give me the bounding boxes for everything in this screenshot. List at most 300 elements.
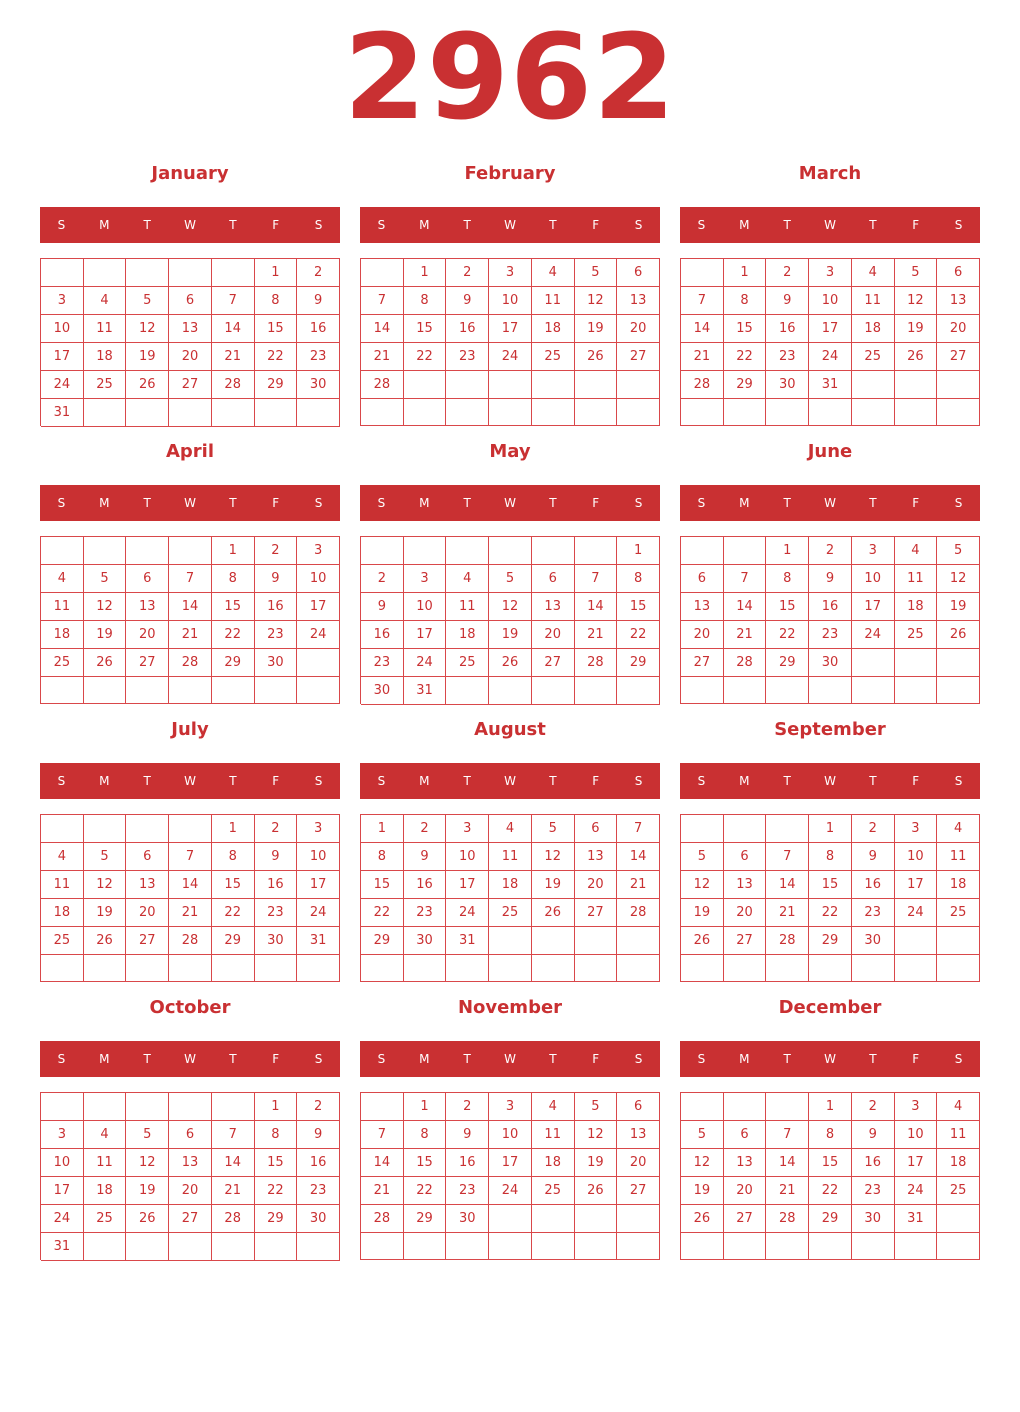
empty-day-cell: [404, 955, 447, 982]
day-cell: 3: [41, 1121, 84, 1149]
weekday-label: S: [634, 774, 643, 788]
weekday-label: W: [184, 496, 196, 510]
empty-day-cell: [489, 677, 532, 705]
empty-day-cell: [212, 955, 255, 982]
empty-day-cell: [297, 399, 340, 427]
empty-day-cell: [84, 677, 127, 704]
day-cell: 27: [724, 1205, 767, 1233]
empty-day-cell: [852, 399, 895, 426]
day-cell: 5: [532, 815, 575, 843]
day-cell: 17: [41, 1177, 84, 1205]
day-cell: 14: [169, 593, 212, 621]
day-cell: 2: [809, 537, 852, 565]
day-cell: 5: [937, 537, 980, 565]
empty-day-cell: [446, 677, 489, 705]
day-cell: 2: [852, 815, 895, 843]
day-cell: 15: [724, 315, 767, 343]
empty-day-cell: [937, 399, 980, 426]
day-grid: [40, 536, 340, 704]
weekday-label: S: [314, 774, 323, 788]
day-cell: 1: [809, 1093, 852, 1121]
empty-day-cell: [255, 399, 298, 427]
day-cell: 12: [681, 871, 724, 899]
empty-day-cell: [681, 537, 724, 565]
empty-day-cell: [766, 815, 809, 843]
day-cell: 9: [766, 287, 809, 315]
weekday-label: F: [912, 774, 920, 788]
day-cell: 21: [766, 1177, 809, 1205]
day-cell: 13: [169, 1149, 212, 1177]
empty-day-cell: [724, 815, 767, 843]
day-cell: 15: [255, 1149, 298, 1177]
day-cell: 28: [169, 649, 212, 677]
day-cell: 17: [404, 621, 447, 649]
day-cell: 11: [937, 843, 980, 871]
weekday-label: T: [869, 774, 877, 788]
day-cell: 25: [532, 343, 575, 371]
empty-day-cell: [809, 399, 852, 426]
day-cell: 1: [724, 259, 767, 287]
weekday-label: T: [549, 1052, 557, 1066]
day-cell: 16: [255, 871, 298, 899]
day-cell: 24: [489, 343, 532, 371]
month-name: March: [798, 163, 862, 184]
day-cell: 28: [169, 927, 212, 955]
day-cell: 26: [895, 343, 938, 371]
weekday-label: S: [57, 774, 66, 788]
month-name: September: [774, 719, 886, 740]
day-grid: [40, 1092, 340, 1260]
day-cell: 14: [766, 1149, 809, 1177]
empty-day-cell: [489, 927, 532, 955]
weekday-label: T: [549, 218, 557, 232]
day-cell: 2: [446, 1093, 489, 1121]
day-cell: 8: [809, 843, 852, 871]
weekday-label: S: [697, 218, 706, 232]
weekday-label: S: [954, 774, 963, 788]
weekday-label: F: [272, 218, 280, 232]
empty-day-cell: [809, 1233, 852, 1260]
day-cell: 29: [724, 371, 767, 399]
day-cell: 9: [809, 565, 852, 593]
weekday-label: M: [99, 774, 110, 788]
day-cell: 11: [84, 315, 127, 343]
empty-day-cell: [297, 1233, 340, 1261]
day-cell: 17: [809, 315, 852, 343]
empty-day-cell: [446, 955, 489, 982]
empty-day-cell: [766, 1093, 809, 1121]
day-cell: 19: [681, 899, 724, 927]
day-cell: 25: [937, 899, 980, 927]
empty-day-cell: [489, 371, 532, 399]
day-grid: [40, 258, 340, 426]
day-cell: 24: [404, 649, 447, 677]
weekday-label: T: [463, 218, 471, 232]
day-cell: 9: [446, 1121, 489, 1149]
day-cell: 29: [617, 649, 660, 677]
empty-day-cell: [84, 399, 127, 427]
day-cell: 12: [126, 315, 169, 343]
day-grid: [360, 814, 660, 982]
weekday-header: [40, 207, 340, 243]
weekday-label: S: [634, 496, 643, 510]
day-cell: 25: [532, 1177, 575, 1205]
month-name: July: [171, 719, 209, 740]
empty-day-cell: [937, 927, 980, 955]
day-cell: 23: [852, 899, 895, 927]
day-cell: 16: [446, 315, 489, 343]
day-cell: 21: [361, 1177, 404, 1205]
empty-day-cell: [575, 927, 618, 955]
day-cell: 17: [489, 1149, 532, 1177]
day-cell: 10: [489, 287, 532, 315]
day-cell: 19: [681, 1177, 724, 1205]
day-cell: 15: [404, 315, 447, 343]
day-grid: [40, 814, 340, 982]
day-cell: 15: [766, 593, 809, 621]
day-cell: 17: [895, 1149, 938, 1177]
day-cell: 5: [575, 1093, 618, 1121]
weekday-label: F: [592, 496, 600, 510]
day-cell: 24: [41, 371, 84, 399]
day-cell: 6: [937, 259, 980, 287]
empty-day-cell: [724, 1233, 767, 1260]
day-cell: 12: [126, 1149, 169, 1177]
empty-day-cell: [126, 815, 169, 843]
weekday-label: M: [419, 496, 430, 510]
day-cell: 7: [617, 815, 660, 843]
weekday-label: S: [314, 1052, 323, 1066]
day-cell: 23: [255, 621, 298, 649]
day-cell: 8: [255, 287, 298, 315]
day-cell: 18: [852, 315, 895, 343]
empty-day-cell: [169, 1093, 212, 1121]
weekday-label: S: [634, 1052, 643, 1066]
day-cell: 16: [852, 1149, 895, 1177]
day-cell: 23: [446, 343, 489, 371]
day-cell: 13: [724, 871, 767, 899]
day-cell: 2: [361, 565, 404, 593]
weekday-header: [40, 1041, 340, 1077]
day-cell: 5: [575, 259, 618, 287]
day-cell: 8: [617, 565, 660, 593]
day-cell: 15: [212, 593, 255, 621]
day-cell: 5: [489, 565, 532, 593]
weekday-label: W: [824, 1052, 836, 1066]
day-cell: 7: [361, 287, 404, 315]
day-cell: 26: [84, 649, 127, 677]
day-cell: 9: [297, 1121, 340, 1149]
weekday-label: S: [954, 1052, 963, 1066]
weekday-label: W: [824, 218, 836, 232]
day-cell: 8: [255, 1121, 298, 1149]
day-cell: 22: [255, 1177, 298, 1205]
day-cell: 9: [404, 843, 447, 871]
day-cell: 8: [404, 1121, 447, 1149]
empty-day-cell: [361, 537, 404, 565]
day-cell: 16: [852, 871, 895, 899]
weekday-label: T: [869, 218, 877, 232]
month-name: November: [457, 997, 563, 1018]
weekday-header: [680, 207, 980, 243]
day-cell: 5: [681, 843, 724, 871]
day-cell: 1: [404, 259, 447, 287]
day-cell: 14: [361, 315, 404, 343]
empty-day-cell: [681, 677, 724, 704]
weekday-label: S: [697, 496, 706, 510]
empty-day-cell: [446, 371, 489, 399]
day-cell: 6: [617, 259, 660, 287]
day-cell: 22: [766, 621, 809, 649]
weekday-label: F: [592, 774, 600, 788]
empty-day-cell: [169, 677, 212, 704]
day-cell: 3: [852, 537, 895, 565]
day-cell: 28: [361, 371, 404, 399]
weekday-label: T: [783, 1052, 791, 1066]
day-cell: 6: [532, 565, 575, 593]
day-cell: 7: [766, 843, 809, 871]
day-grid: [360, 1092, 660, 1260]
day-cell: 20: [617, 1149, 660, 1177]
day-cell: 3: [809, 259, 852, 287]
empty-day-cell: [681, 1093, 724, 1121]
day-cell: 6: [617, 1093, 660, 1121]
day-cell: 23: [297, 1177, 340, 1205]
weekday-label: T: [549, 496, 557, 510]
weekday-label: F: [272, 496, 280, 510]
empty-day-cell: [446, 1233, 489, 1260]
day-cell: 16: [766, 315, 809, 343]
day-cell: 31: [297, 927, 340, 955]
empty-day-cell: [126, 537, 169, 565]
day-cell: 3: [404, 565, 447, 593]
day-cell: 2: [446, 259, 489, 287]
empty-day-cell: [617, 1205, 660, 1233]
day-cell: 3: [489, 259, 532, 287]
day-cell: 16: [404, 871, 447, 899]
empty-day-cell: [575, 955, 618, 982]
month-name: May: [489, 441, 531, 462]
day-cell: 11: [532, 1121, 575, 1149]
day-cell: 4: [937, 1093, 980, 1121]
empty-day-cell: [297, 649, 340, 677]
day-cell: 9: [361, 593, 404, 621]
day-cell: 14: [724, 593, 767, 621]
day-cell: 31: [446, 927, 489, 955]
empty-day-cell: [809, 955, 852, 982]
day-cell: 12: [532, 843, 575, 871]
day-cell: 18: [489, 871, 532, 899]
day-cell: 8: [361, 843, 404, 871]
day-cell: 22: [617, 621, 660, 649]
day-cell: 21: [361, 343, 404, 371]
day-cell: 20: [724, 899, 767, 927]
empty-day-cell: [617, 371, 660, 399]
day-cell: 18: [532, 1149, 575, 1177]
day-cell: 28: [212, 1205, 255, 1233]
day-cell: 13: [617, 287, 660, 315]
day-cell: 21: [724, 621, 767, 649]
day-cell: 7: [575, 565, 618, 593]
weekday-label: S: [377, 774, 386, 788]
empty-day-cell: [41, 677, 84, 704]
day-cell: 18: [532, 315, 575, 343]
day-cell: 22: [724, 343, 767, 371]
day-cell: 14: [212, 315, 255, 343]
day-cell: 17: [446, 871, 489, 899]
day-cell: 18: [937, 1149, 980, 1177]
day-cell: 15: [212, 871, 255, 899]
day-cell: 25: [84, 1205, 127, 1233]
empty-day-cell: [895, 649, 938, 677]
weekday-header: [680, 1041, 980, 1077]
day-cell: 7: [169, 843, 212, 871]
weekday-label: M: [739, 218, 750, 232]
day-cell: 3: [489, 1093, 532, 1121]
weekday-header: [360, 1041, 660, 1077]
weekday-label: S: [697, 1052, 706, 1066]
month-name: February: [464, 163, 556, 184]
day-cell: 20: [575, 871, 618, 899]
day-cell: 30: [852, 927, 895, 955]
empty-day-cell: [532, 677, 575, 705]
weekday-label: F: [272, 774, 280, 788]
day-cell: 22: [212, 621, 255, 649]
day-cell: 22: [404, 1177, 447, 1205]
day-cell: 9: [297, 287, 340, 315]
empty-day-cell: [212, 1093, 255, 1121]
weekday-label: M: [419, 774, 430, 788]
day-cell: 19: [575, 315, 618, 343]
weekday-label: F: [912, 218, 920, 232]
empty-day-cell: [84, 815, 127, 843]
day-cell: 26: [575, 1177, 618, 1205]
day-cell: 24: [809, 343, 852, 371]
empty-day-cell: [255, 955, 298, 982]
day-cell: 16: [255, 593, 298, 621]
empty-day-cell: [404, 1233, 447, 1260]
day-cell: 31: [404, 677, 447, 705]
day-cell: 19: [895, 315, 938, 343]
day-cell: 21: [766, 899, 809, 927]
day-cell: 30: [766, 371, 809, 399]
weekday-label: M: [419, 218, 430, 232]
day-cell: 19: [126, 1177, 169, 1205]
weekday-label: T: [143, 218, 151, 232]
day-cell: 24: [852, 621, 895, 649]
empty-day-cell: [895, 371, 938, 399]
day-cell: 19: [84, 621, 127, 649]
day-cell: 11: [84, 1149, 127, 1177]
weekday-label: S: [57, 1052, 66, 1066]
weekday-label: T: [869, 496, 877, 510]
weekday-label: T: [143, 1052, 151, 1066]
empty-day-cell: [84, 537, 127, 565]
day-cell: 7: [212, 1121, 255, 1149]
day-cell: 9: [255, 565, 298, 593]
day-cell: 14: [681, 315, 724, 343]
day-cell: 10: [852, 565, 895, 593]
day-cell: 9: [255, 843, 298, 871]
empty-day-cell: [766, 955, 809, 982]
day-cell: 13: [126, 871, 169, 899]
empty-day-cell: [126, 677, 169, 704]
weekday-label: M: [419, 1052, 430, 1066]
day-cell: 4: [446, 565, 489, 593]
day-cell: 17: [41, 343, 84, 371]
weekday-label: M: [99, 1052, 110, 1066]
weekday-label: T: [463, 774, 471, 788]
weekday-label: F: [912, 496, 920, 510]
weekday-label: W: [504, 218, 516, 232]
day-cell: 24: [297, 621, 340, 649]
day-cell: 16: [297, 1149, 340, 1177]
day-cell: 26: [489, 649, 532, 677]
day-cell: 8: [724, 287, 767, 315]
day-cell: 5: [895, 259, 938, 287]
day-cell: 27: [169, 371, 212, 399]
day-grid: [360, 258, 660, 426]
empty-day-cell: [532, 927, 575, 955]
empty-day-cell: [126, 955, 169, 982]
weekday-label: M: [739, 496, 750, 510]
day-cell: 4: [41, 565, 84, 593]
day-cell: 29: [766, 649, 809, 677]
day-cell: 31: [41, 399, 84, 427]
day-cell: 4: [895, 537, 938, 565]
empty-day-cell: [532, 1233, 575, 1260]
empty-day-cell: [681, 259, 724, 287]
weekday-label: S: [314, 496, 323, 510]
empty-day-cell: [937, 955, 980, 982]
day-cell: 2: [852, 1093, 895, 1121]
empty-day-cell: [489, 1205, 532, 1233]
day-cell: 27: [724, 927, 767, 955]
weekday-header: [40, 763, 340, 799]
day-cell: 30: [404, 927, 447, 955]
day-cell: 29: [212, 649, 255, 677]
day-cell: 30: [809, 649, 852, 677]
day-cell: 29: [809, 927, 852, 955]
empty-day-cell: [895, 677, 938, 704]
weekday-label: M: [739, 774, 750, 788]
day-cell: 6: [169, 287, 212, 315]
day-cell: 27: [937, 343, 980, 371]
day-cell: 1: [255, 1093, 298, 1121]
day-cell: 1: [361, 815, 404, 843]
day-cell: 25: [446, 649, 489, 677]
day-cell: 8: [766, 565, 809, 593]
day-cell: 16: [361, 621, 404, 649]
day-cell: 5: [84, 843, 127, 871]
weekday-label: T: [783, 218, 791, 232]
day-cell: 25: [895, 621, 938, 649]
day-cell: 27: [126, 649, 169, 677]
empty-day-cell: [852, 649, 895, 677]
day-cell: 26: [575, 343, 618, 371]
day-cell: 4: [532, 259, 575, 287]
day-cell: 5: [84, 565, 127, 593]
day-cell: 23: [255, 899, 298, 927]
day-cell: 22: [404, 343, 447, 371]
day-cell: 6: [681, 565, 724, 593]
day-cell: 10: [895, 843, 938, 871]
day-cell: 27: [617, 1177, 660, 1205]
empty-day-cell: [446, 537, 489, 565]
day-cell: 13: [617, 1121, 660, 1149]
day-cell: 25: [41, 649, 84, 677]
day-cell: 21: [169, 899, 212, 927]
